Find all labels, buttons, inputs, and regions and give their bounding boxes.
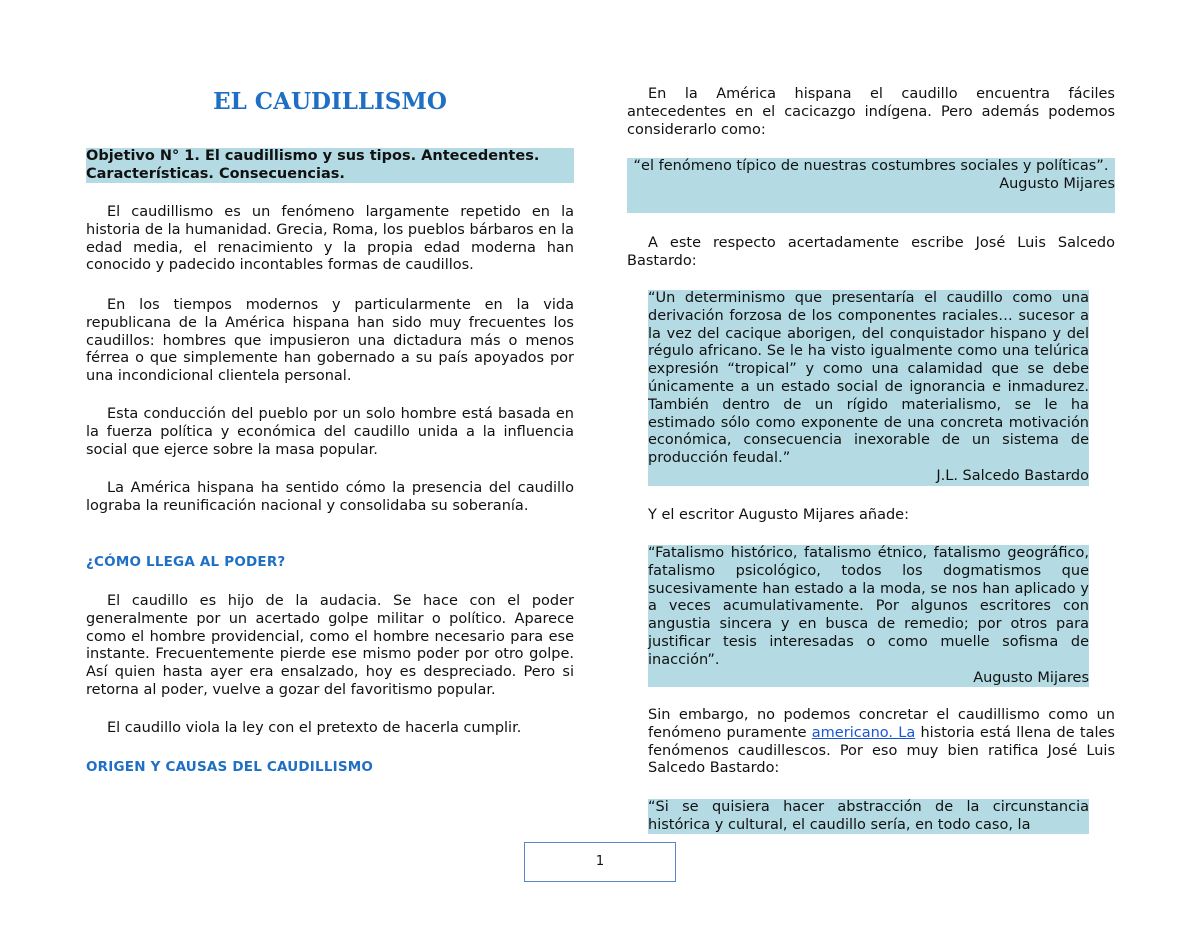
quote-author: Augusto Mijares [973, 669, 1089, 686]
quote-mijares-1 [627, 158, 1115, 213]
quote-text: “el fenómeno típico de nuestras costumbres sociales y políticas”. [633, 158, 1109, 174]
document-title: EL CAUDILLISMO [213, 88, 447, 115]
paragraph-text-before-link: Sin embargo, no podemos concretar el caudillismo como un fenómeno puramente [648, 707, 1115, 741]
americano-link[interactable]: americano. La [811, 724, 916, 741]
paragraph-modern-times: En los tiempos modernos y particularmente en la vida republicana de la América hispana han sido muy frecuentes los caudillos: hombres que impusieron una dictadura más o menos férrea o que simplemente han gobernado a su país apoyados por una incondicional clientela personal. [86, 297, 574, 385]
paragraph-salcedo-intro: A este respecto acertadamente escribe José Luis Salcedo Bastardo: [627, 235, 1115, 269]
section-heading-how-to-power: ¿CÓMO LLEGA AL PODER? [86, 554, 286, 570]
paragraph-mijares-intro: Y el escritor Augusto Mijares añade: [648, 507, 909, 523]
section-heading-origin: ORIGEN Y CAUSAS DEL CAUDILLISMO [86, 759, 374, 775]
quote-text: “Si se quisiera hacer abstracción de la circunstancia histórica y cultural, el caudillo sería, en todo caso, la [648, 799, 1089, 833]
quote-author: Augusto Mijares [999, 175, 1115, 192]
quote-text: “Un determinismo que presentaría el caudillo como una derivación forzosa de los componentes raciales… sucesor a la vez del cacique aborigen, del conquistador hispano y del régulo africano. Se le ha visto igualmente como una telúrica expresión “tropical” y como una calamidad que se debe únicamente a un estado social de ignorancia e inmadurez. También dentro de un rígido materialismo, se le ha estimado sólo como exponente de una concreta motivación económica, consecuencia inexorable de un sistema de producción feudal.” [648, 290, 1089, 467]
paragraph-conduction: Esta conducción del pueblo por un solo hombre está basada en la fuerza política y económica del caudillo unida a la influencia social que ejerce sobre la masa popular. [86, 406, 574, 458]
paragraph-law: El caudillo viola la ley con el pretexto de hacerla cumplir. [107, 720, 522, 736]
paragraph-intro: El caudillismo es un fenómeno largamente repetido en la historia de la humanidad. Grecia, Roma, los pueblos bárbaros en la edad media, el renacimiento y la propia edad moderna han conocido y padecido incontables formas de caudillos. [86, 204, 574, 274]
paragraph-audacity: El caudillo es hijo de la audacia. Se hace con el poder generalmente por un acertado golpe militar o político. Aparece como el hombre providencial, como el hombre necesario para ese instante. Frecuentemente pierde ese mismo poder por otro golpe. Así quien hasta ayer era ensalzado, hoy es despreciado. Pero si retorna al poder, vuelve a gozar del favoritismo popular. [86, 593, 574, 698]
paragraph-text-after-link: historia está llena de tales fenómenos caudillescos. Por eso muy bien ratifica José Luis Salcedo Bastardo: [648, 724, 1115, 777]
quote-salcedo-1 [648, 290, 1089, 486]
paragraph-reunification: La América hispana ha sentido cómo la presencia del caudillo lograba la reunificación nacional y consolidaba su soberanía. [86, 480, 574, 514]
objective-heading: Objetivo N° 1. El caudillismo y sus tipos. Antecedentes. Características. Consecuencias. [86, 148, 574, 183]
paragraph-not-only-american [648, 707, 1115, 778]
quote-salcedo-2 [648, 799, 1089, 834]
quote-text: “Fatalismo histórico, fatalismo étnico, fatalismo geográfico, fatalismo psicológico, todos los dogmatismos que sucesivamente han estado a la moda, se nos han aplicado y a veces acumulativamente. Por algunos escritores con angustia sincera y en busca de remedio; por otros para justificar tesis interesadas o como muelle sofisma de inacción”. [648, 545, 1089, 668]
quote-mijares-2 [648, 545, 1089, 687]
paragraph-cacicazgo: En la América hispana el caudillo encuentra fáciles antecedentes en el cacicazgo indígena. Pero además podemos considerarlo como: [627, 86, 1115, 138]
page-number-box: 1 [524, 842, 676, 882]
quote-author: J.L. Salcedo Bastardo [936, 467, 1089, 484]
